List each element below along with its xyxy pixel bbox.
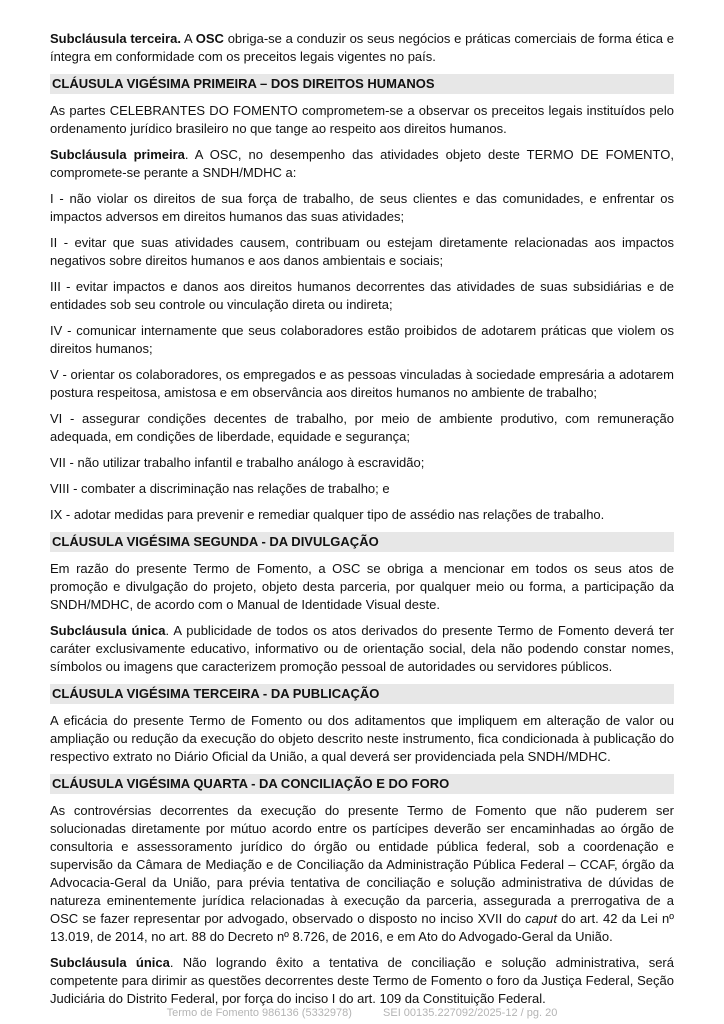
subclausula-label: Subcláusula primeira — [50, 147, 185, 162]
clause-21-item-9: IX - adotar medidas para prevenir e remediar qualquer tipo de assédio nas relações de trabalho. — [50, 507, 605, 522]
clause-21-item-7: VII - não utilizar trabalho infantil e trabalho análogo à escravidão; — [50, 455, 425, 470]
clause-23-heading: CLÁUSULA VIGÉSIMA TERCEIRA - DA PUBLICAÇÃO — [50, 684, 674, 704]
clause-21-item-4: IV - comunicar internamente que seus colaboradores estão proibidos de adotarem práticas que violem os direitos humanos; — [50, 323, 674, 356]
clause-24-subclause: Subcláusula única. Não logrando êxito a tentativa de conciliação e solução administrativa, será competente para dirimir as questões decorrentes deste Termo de Fomento o foro da Justiça Federal, Seção Judiciária do Distrito Federal, por força do inciso I do art. 109 da Constituição Federal. — [50, 955, 674, 1006]
subclausula-label: Subcláusula terceira. — [50, 31, 181, 46]
clause-21-item-8: VIII - combater a discriminação nas relações de trabalho; e — [50, 481, 390, 496]
clause-22-heading: CLÁUSULA VIGÉSIMA SEGUNDA - DA DIVULGAÇÃO — [50, 532, 674, 552]
clause-21-item-3: III - evitar impactos e danos aos direitos humanos decorrentes das atividades de suas subsidiárias e de entidades sob seu controle ou vinculação direta ou indireta; — [50, 279, 674, 312]
clause-21-item-5: V - orientar os colaboradores, os empregados e as pessoas vinculadas à sociedade empresária a adotarem postura respeitosa, amistosa e em observância aos direitos humanos no ambiente de trabalho; — [50, 367, 674, 400]
clause-21-subclause: Subcláusula primeira. A OSC, no desempenho das atividades objeto deste TERMO DE FOMENTO, compromete-se perante a SNDH/MDHC a: — [50, 147, 674, 180]
page-footer — [0, 1007, 724, 1019]
clause-24-heading: CLÁUSULA VIGÉSIMA QUARTA - DA CONCILIAÇÃO E DO FORO — [50, 774, 674, 794]
clause-24-paragraph: As controvérsias decorrentes da execução do presente Termo de Fomento que não puderem ser solucionadas diretamente por mútuo acordo entre os partícipes deverão ser encaminhadas ao órgão de consultoria e assessoramento jurídico do órgão ou entidade pública federal, sob a coordenação e supervisão da Câmara de Mediação e de Conciliação da Administração Pública Federal – CCAF, órgão da Advocacia-Geral da União, para prévia tentativa de conciliação e solução administrativa de dúvidas de natureza eminentemente jurídica relacionadas à execução da parceria, assegurada a prerrogativa de a OSC se fazer representar por advogado, observado o disposto no inciso XVII do caput do art. 42 da Lei nº 13.019, de 2014, no art. 88 do Decreto nº 8.726, de 2016, e em Ato do Advogado-Geral da União. — [50, 803, 674, 944]
footer-document-id: Termo de Fomento 986136 (5332978) — [166, 1007, 352, 1019]
clause-21-item-6: VI - assegurar condições decentes de trabalho, por meio de ambiente produtivo, com remuneração adequada, em condições de liberdade, equidade e segurança; — [50, 411, 674, 444]
clause-22-paragraph: Em razão do presente Termo de Fomento, a OSC se obriga a mencionar em todos os seus atos de promoção e divulgação do projeto, objeto desta parceria, por qualquer meio ou forma, a participação da SNDH/MDHC, de acordo com o Manual de Identidade Visual deste. — [50, 561, 674, 612]
subclausula-terceira: Subcláusula terceira. A OSC obriga-se a conduzir os seus negócios e práticas comerciais de forma ética e íntegra em conformidade com os preceitos legais vigentes no país. — [50, 31, 675, 64]
subclausula-label: Subcláusula única — [50, 955, 170, 970]
clause-21-item-1: I - não violar os direitos de sua força de trabalho, de seus clientes e das comunidades, e enfrentar os impactos adversos em direitos humanos das suas atividades; — [50, 191, 674, 224]
clause-23-paragraph: A eficácia do presente Termo de Fomento ou dos aditamentos que impliquem em alteração de valor ou ampliação ou redução da execução do objeto descrito neste instrumento, fica condicionada à publicação do respectivo extrato no Diário Oficial da União, a qual deverá ser providenciada pela SNDH/MDHC. — [50, 713, 674, 764]
clause-21-heading: CLÁUSULA VIGÉSIMA PRIMEIRA – DOS DIREITOS HUMANOS — [50, 74, 674, 94]
caput-italic: caput — [525, 911, 557, 926]
clause-21-item-2: II - evitar que suas atividades causem, contribuam ou estejam diretamente relacionadas aos impactos negativos sobre direitos humanos e aos danos ambientais e sociais; — [50, 235, 674, 268]
subclausula-label: Subcláusula única — [50, 623, 166, 638]
footer-sei-page: SEI 00135.227092/2025-12 / pg. 20 — [383, 1007, 558, 1019]
clause-21-intro: As partes CELEBRANTES DO FOMENTO comprometem-se a observar os preceitos legais instituídos pelo ordenamento jurídico brasileiro no que tange ao respeito aos direitos humanos. — [50, 103, 674, 136]
clause-22-subclause: Subcláusula única. A publicidade de todos os atos derivados do presente Termo de Fomento deverá ter caráter exclusivamente educativo, informativo ou de orientação social, dela não podendo constar nomes, símbolos ou imagens que caracterizem promoção pessoal de autoridades ou servidores públicos. — [50, 623, 674, 674]
